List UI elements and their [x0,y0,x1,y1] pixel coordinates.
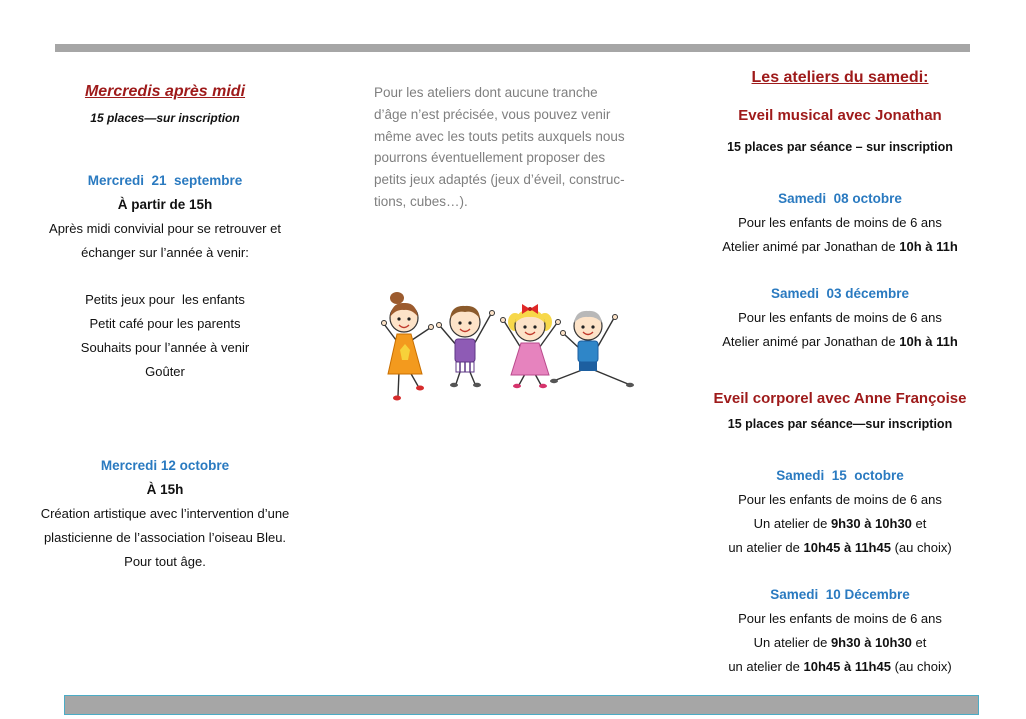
event-time: À 15h [146,482,184,497]
wednesday-section-title: Mercredis après midi [84,83,246,100]
session-audience: Pour les enfants de moins de 6 ans [738,611,942,626]
schedule-time: 9h30 à 10h30 [830,635,912,650]
saturday-section-title: Les ateliers du samedi: [751,69,929,86]
session-schedule [700,235,980,259]
workshop-capacity-row [700,135,980,159]
schedule-suffix: (au choix) [890,540,952,555]
workshop-capacity: 15 places par séance – sur inscription [727,140,953,154]
schedule-text: un atelier de [728,659,804,674]
event-description-line: plasticienne de l’association l’oiseau Bleu. [43,530,287,545]
program-item: Petits jeux pour les enfants [85,292,245,307]
session-audience: Pour les enfants de moins de 6 ans [738,310,942,325]
session-schedule [700,655,980,679]
program-item: Goûter [145,364,185,379]
intro-line: petits jeux adaptés (jeux d’éveil, construc- [374,172,625,188]
session-schedule [700,512,980,536]
session-schedule [700,631,980,655]
schedule-time: 10h45 à 11h45 [803,540,891,555]
saturday-column [700,0,980,719]
schedule-text: un atelier de [728,540,804,555]
schedule-suffix: et [911,516,927,531]
child-boy-blue-shirt [550,311,634,387]
intro-line: d’âge n’est précisée, vous pouvez venir [374,106,611,122]
event-card [25,454,305,574]
session-date: Samedi 15 octobre [776,468,904,483]
wednesday-header [25,80,305,130]
schedule-suffix: (au choix) [890,659,952,674]
child-boy-purple-shirt [437,306,495,387]
workshop-capacity-row [700,412,980,436]
workshop-title: Eveil corporel avec Anne Françoise [713,390,967,407]
event-description-line: échanger sur l’année à venir: [81,245,249,260]
session-date: Samedi 03 décembre [770,286,910,301]
wednesday-column [25,0,305,719]
workshop-header [700,104,980,128]
program-item: Petit café pour les parents [89,316,241,331]
saturday-header [700,66,980,90]
session-card [700,464,980,560]
children-illustration [378,288,638,410]
event-program-list [25,288,305,384]
workshop-header [700,387,980,411]
session-date: Samedi 10 Décembre [770,587,910,602]
schedule-text: Un atelier de [753,516,831,531]
workshop-title: Eveil musical avec Jonathan [738,107,942,124]
event-card [25,169,305,265]
session-schedule [700,536,980,560]
session-card [700,583,980,679]
wednesday-capacity-note: 15 places—sur inscription [90,111,240,125]
intro-note [374,82,644,213]
schedule-text: Un atelier de [753,635,831,650]
session-audience: Pour les enfants de moins de 6 ans [738,492,942,507]
program-item: Souhaits pour l’année à venir [80,340,250,355]
workshop-capacity: 15 places par séance—sur inscription [727,417,953,431]
intro-line: Pour les ateliers dont aucune tranche [374,85,598,100]
intro-line: même avec les touts petits auxquels nous [374,128,625,144]
session-audience: Pour les enfants de moins de 6 ans [738,215,942,230]
schedule-text: Atelier animé par Jonathan de [722,239,900,254]
intro-line: pourrons éventuellement proposer des [374,150,606,166]
intro-line: tions, cubes…). [374,193,468,209]
schedule-suffix: et [911,635,927,650]
session-card [700,282,980,354]
event-description-line: Pour tout âge. [124,554,206,569]
event-description-line: Création artistique avec l’intervention d’une [40,506,290,521]
schedule-time: 10h à 11h [899,334,958,349]
schedule-time: 9h30 à 10h30 [830,516,912,531]
event-time: À partir de 15h [117,197,213,212]
session-date: Samedi 08 octobre [778,191,902,206]
bottom-divider-bar [64,695,979,715]
event-date: Mercredi 12 octobre [100,458,230,473]
child-girl-pink-dress [501,304,561,388]
session-card [700,187,980,259]
schedule-text: Atelier animé par Jonathan de [722,334,900,349]
session-schedule [700,330,980,354]
schedule-time: 10h à 11h [899,239,958,254]
child-girl-orange-dress [382,292,434,401]
schedule-time: 10h45 à 11h45 [803,659,891,674]
event-description-line: Après midi convivial pour se retrouver et [49,221,281,236]
event-date: Mercredi 21 septembre [87,173,243,188]
